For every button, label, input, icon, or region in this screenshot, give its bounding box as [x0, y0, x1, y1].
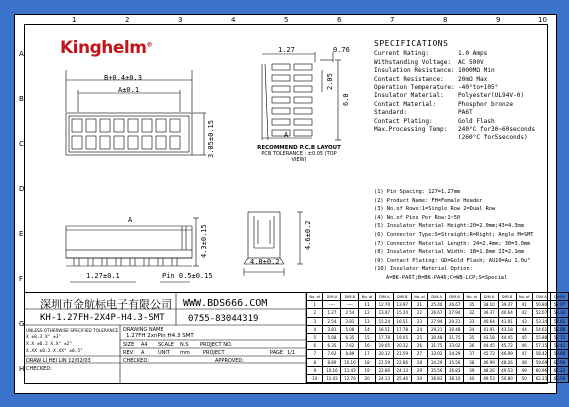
table-cell: 11	[359, 301, 375, 309]
drawing-name: 1.27FH 2xnPin H4.3 SMT	[126, 333, 194, 339]
table-cell: 20.32	[375, 350, 393, 358]
table-cell: 8.89	[341, 350, 359, 358]
table-cell: 18	[359, 358, 375, 366]
table-cell: 42	[516, 309, 532, 317]
table-cell: 21	[411, 301, 427, 309]
table-cell: 15.24	[393, 309, 411, 317]
table-cell: 21.59	[393, 350, 411, 358]
row-label: F	[19, 275, 24, 283]
table-cell: 44	[516, 325, 532, 333]
table-cell: No. of	[359, 293, 375, 301]
table-cell: 34.29	[446, 350, 464, 358]
rev-label: REV	[123, 350, 134, 356]
table-cell: 59.69	[532, 358, 550, 366]
table-cell: 35.56	[428, 366, 446, 374]
table-cell: 26.67	[446, 301, 464, 309]
table-cell: 15.24	[375, 317, 393, 325]
table-cell: 44.45	[480, 342, 498, 350]
pcb-layout-drawing	[262, 52, 341, 140]
table-cell: 45	[516, 333, 532, 341]
table-cell: 27	[411, 350, 427, 358]
dim-pin-width: Pin 0.5±0.15	[162, 272, 213, 280]
tolerance-line: X ±0.3 X° ±3°	[26, 335, 62, 340]
table-cell: 17.78	[375, 333, 393, 341]
checked-label: CHECKED:	[26, 366, 52, 372]
table-cell: 60.96	[532, 366, 550, 374]
table-cell: 58.42	[532, 350, 550, 358]
note-line: A=BK-PA6T;B=BK-PA46;C=WB-LCP;S=Special	[386, 274, 508, 281]
table-cell: 13.97	[375, 309, 393, 317]
table-cell: 46.99	[498, 350, 516, 358]
table-cell: 38.10	[446, 374, 464, 382]
spec-row: Withstanding Voltage: AC 500V	[374, 58, 484, 66]
col-label: 5	[284, 16, 289, 24]
table-cell: 52.07	[550, 301, 568, 309]
tolerance-line: X.X ±0.2 X.X° ±2°	[26, 342, 73, 347]
table-cell: 22	[411, 309, 427, 317]
col-label: 2	[125, 16, 130, 24]
company-phone: 0755-83044319	[188, 314, 259, 324]
table-cell: 40.64	[480, 317, 498, 325]
table-cell: ----	[323, 301, 341, 309]
table-cell: 21.59	[375, 358, 393, 366]
table-cell: 12	[359, 309, 375, 317]
dim-pitch-127: 1.27	[278, 46, 295, 54]
table-cell: 35	[464, 333, 480, 341]
note-line: (7) Connector Material Length: 24=2.4mm; 30=3.0mm	[374, 240, 531, 247]
table-cell: 29.21	[446, 317, 464, 325]
table-cell: 48.26	[498, 358, 516, 366]
table-cell: 1	[307, 301, 323, 309]
table-cell: 30.48	[446, 325, 464, 333]
table-cell: DIM.A	[375, 293, 393, 301]
table-cell: 11.43	[341, 366, 359, 374]
table-row	[307, 366, 569, 374]
spec-row: Contact Material: Phosphor bronze	[374, 100, 514, 108]
table-cell: 22.86	[375, 366, 393, 374]
table-cell: DIM.B	[341, 293, 359, 301]
table-cell: 41.91	[498, 317, 516, 325]
tolerance-line: UNLESS OTHERWISE SPECIFIED TOLERANCE	[26, 328, 119, 333]
table-cell: 28	[411, 358, 427, 366]
row-label: H	[19, 365, 25, 373]
table-cell: 5.08	[341, 325, 359, 333]
dim-pitch-127-tol: 1.27±0.1	[86, 272, 120, 280]
project-no-label: PROJECT NO.	[200, 342, 233, 348]
table-cell: 39.37	[480, 309, 498, 317]
table-row	[307, 358, 569, 366]
table-cell: 15	[359, 333, 375, 341]
table-cell: 11.43	[323, 374, 341, 382]
dim-b-formula: B+0.4±0.3	[104, 74, 142, 82]
table-cell: 53.34	[532, 317, 550, 325]
table-cell: 38.10	[480, 301, 498, 309]
table-cell: 6.35	[323, 342, 341, 350]
row-label: C	[19, 140, 24, 148]
table-cell: 25.40	[428, 301, 446, 309]
pcb-layout-title: RECOMMEND P.C.B LAYOUT	[257, 145, 341, 151]
table-cell: 24	[411, 325, 427, 333]
table-cell: 7	[307, 350, 323, 358]
table-row	[307, 309, 569, 317]
rev-value: A	[141, 350, 145, 356]
col-label: 6	[337, 16, 342, 24]
logo-text: Kinghelm	[60, 38, 147, 58]
company-website: WWW.BDS666.COM	[183, 298, 268, 309]
table-cell: 27.94	[446, 309, 464, 317]
top-view-drawing	[66, 70, 206, 155]
table-cell: 38	[464, 358, 480, 366]
col-label: 7	[390, 16, 395, 24]
table-row	[307, 325, 569, 333]
note-line: (9) Contact Plating: GD=Gold Flash; AU10=Au 1.0u"	[374, 257, 531, 264]
approved-label: APPROVED:	[215, 358, 244, 364]
table-cell: 5.08	[323, 333, 341, 341]
project-label: PROJECT	[203, 350, 225, 356]
table-cell: No. of	[307, 293, 323, 301]
table-cell: 12.70	[375, 301, 393, 309]
table-cell: 29.21	[428, 325, 446, 333]
table-cell: 36.83	[428, 374, 446, 382]
table-cell: 33	[464, 317, 480, 325]
note-line: (10) Insulator Material Option:	[374, 266, 473, 273]
page-value: 1/1	[287, 350, 296, 356]
dim-width-48: 4.8±0.2	[250, 258, 280, 266]
row-label: B	[19, 95, 24, 103]
pcb-layout-caption	[254, 145, 344, 163]
logo-registered-mark: ®	[146, 41, 152, 49]
part-number-notes	[374, 188, 533, 283]
row-label: E	[19, 230, 24, 238]
col-label: 8	[443, 16, 448, 24]
table-cell: 35	[464, 301, 480, 309]
spec-row: (260°C for5seconds)	[458, 134, 528, 142]
table-cell: 34.29	[428, 358, 446, 366]
table-cell: No. of	[411, 293, 427, 301]
company-name: 深圳市金航标电子有限公司	[40, 298, 172, 311]
spec-row: Contact Resistance: 20mΩ Max	[374, 75, 488, 83]
table-cell: 50	[516, 374, 532, 382]
spec-row: Contact Plating: Gold Flash	[374, 117, 495, 125]
table-cell: 41.91	[480, 325, 498, 333]
table-cell: 44.45	[498, 333, 516, 341]
table-cell: 54.61	[532, 325, 550, 333]
table-cell: 45.72	[480, 350, 498, 358]
spec-row: Max.Processing Temp: 240°C for30~60seconds	[374, 126, 536, 134]
table-cell: 33.02	[428, 350, 446, 358]
table-cell: 10	[307, 374, 323, 382]
table-cell: No. of	[464, 293, 480, 301]
spec-row: Standard: PA6T	[374, 109, 473, 117]
table-cell: 16	[359, 342, 375, 350]
drawing-name-label: DRAWING NAME	[123, 327, 164, 333]
table-cell: 62.23	[550, 366, 568, 374]
note-line: (2) Product Name: FH=Female Header	[374, 197, 483, 204]
table-cell: DIM.B	[446, 293, 464, 301]
table-cell: 3.81	[323, 325, 341, 333]
table-cell: 53.34	[550, 309, 568, 317]
col-label: 3	[178, 16, 183, 24]
table-cell: 2.54	[341, 309, 359, 317]
table-cell: ----	[341, 301, 359, 309]
table-cell: 40	[464, 374, 480, 382]
table-cell: 45.72	[498, 342, 516, 350]
part-number: KH-1.27FH-2X4P-H4.3-SMT	[40, 313, 165, 323]
table-cell: 33.02	[446, 342, 464, 350]
table-cell: DIM.B	[550, 293, 568, 301]
table-cell: 20.32	[393, 342, 411, 350]
draw-info: DRAW LI HEI LIN 12/02/03	[26, 358, 91, 364]
note-line: (6) Connector Type:S=Straight;R=Right; Angle M=SMT	[374, 231, 534, 238]
table-cell: 12.70	[341, 374, 359, 382]
col-label: 1	[72, 16, 77, 24]
table-cell: 34	[464, 325, 480, 333]
table-cell: 1.27	[323, 309, 341, 317]
table-cell: 30	[411, 374, 427, 382]
table-cell: 26	[411, 342, 427, 350]
table-cell: 47	[516, 350, 532, 358]
pcb-layout-subtitle: PCB TOLERANCE : ±0.05 (TOP VIEW)	[261, 151, 337, 163]
table-cell: 7.62	[323, 350, 341, 358]
table-row	[307, 350, 569, 358]
table-cell: 22.86	[393, 358, 411, 366]
table-cell: 25	[411, 333, 427, 341]
dimension-table	[306, 292, 569, 383]
dim-height-43: 4.3±0.15	[200, 224, 208, 258]
table-cell: 40.64	[498, 309, 516, 317]
table-cell: 49.53	[480, 374, 498, 382]
table-cell: 55.88	[532, 333, 550, 341]
table-cell: 17	[359, 350, 375, 358]
note-line: (5) Insulator Material Height:20=2.0mm;43=4.3mm	[374, 223, 524, 230]
row-label: A	[19, 50, 24, 58]
table-cell: 25.40	[393, 374, 411, 382]
table-cell: 14	[359, 325, 375, 333]
spec-row: Operation Temperature: -40°to+105°	[374, 84, 499, 92]
table-cell: 26.67	[428, 309, 446, 317]
table-cell: 24.13	[393, 366, 411, 374]
table-cell: 20	[359, 374, 375, 382]
table-cell: 3.81	[341, 317, 359, 325]
table-cell: 10.16	[341, 358, 359, 366]
table-cell: 43.18	[480, 333, 498, 341]
table-cell: 57.15	[550, 333, 568, 341]
table-cell: 60.96	[550, 358, 568, 366]
tolerance-line: X.XX ±0.1 X.XX° ±0.5°	[26, 349, 83, 354]
dim-a-pcb: A	[284, 131, 289, 139]
table-cell: 30.48	[428, 333, 446, 341]
note-line: (3) No.of Rows:1=Single Row 2=Dual Row	[374, 206, 496, 213]
table-cell: 10.16	[323, 366, 341, 374]
dim-height-46: 4.6±0.2	[304, 220, 312, 250]
col-label: 9	[496, 16, 501, 24]
table-cell: 31.75	[428, 342, 446, 350]
dim-205: 2.05	[326, 73, 334, 90]
spec-row: Insulation Resistance: 1000MΩ Min	[374, 67, 495, 75]
table-cell: 16.51	[375, 325, 393, 333]
table-cell: 55.88	[550, 325, 568, 333]
table-cell: 3	[307, 317, 323, 325]
table-cell: DIM.A	[428, 293, 446, 301]
checked-label-2: CHECKED:	[123, 358, 149, 364]
table-cell: 63.50	[550, 374, 568, 382]
dim-60: 6.0	[342, 93, 350, 106]
table-cell: 29	[411, 366, 427, 374]
table-cell: 35.56	[446, 358, 464, 366]
table-cell: 2	[307, 309, 323, 317]
table-cell: 48.26	[480, 366, 498, 374]
table-cell: 4	[307, 325, 323, 333]
table-cell: DIM.B	[498, 293, 516, 301]
table-cell: 5	[307, 333, 323, 341]
table-cell: 46.99	[480, 358, 498, 366]
table-cell: 8.89	[323, 358, 341, 366]
spec-row: Current Rating: 1.0 Amps	[374, 50, 488, 58]
table-cell: 19.05	[375, 342, 393, 350]
table-cell: 54.61	[550, 317, 568, 325]
row-label: G	[19, 320, 25, 328]
col-label: 4	[231, 16, 236, 24]
table-cell: 46	[516, 342, 532, 350]
scale-value: N.S	[180, 342, 189, 348]
table-cell: 62.23	[532, 374, 550, 382]
specifications-block	[374, 40, 535, 143]
table-cell: 39.37	[498, 301, 516, 309]
table-cell: 36	[464, 342, 480, 350]
table-cell: 48	[516, 358, 532, 366]
table-cell: 2.54	[323, 317, 341, 325]
table-row	[307, 333, 569, 341]
note-line: (1) Pin Spacing: 127=1.27mm	[374, 189, 461, 195]
row-label: D	[19, 185, 25, 193]
table-cell: 27.94	[428, 317, 446, 325]
table-cell: DIM.A	[323, 293, 341, 301]
table-cell: 41	[516, 301, 532, 309]
table-cell: 52.07	[532, 309, 550, 317]
dim-a-formula: A±0.1	[118, 86, 140, 94]
col-label: 10	[538, 16, 547, 24]
specifications-title: SPECIFICATIONS	[374, 39, 449, 48]
table-cell: No. of	[516, 293, 532, 301]
table-cell: 57.15	[532, 342, 550, 350]
table-cell: DIM.B	[393, 293, 411, 301]
note-line: (4) No.of Pins Per Row:1~50	[374, 214, 461, 221]
table-cell: 49.53	[498, 366, 516, 374]
table-cell: 50.80	[498, 374, 516, 382]
dim-a-front: A	[128, 216, 133, 224]
table-cell: 31.75	[446, 333, 464, 341]
table-cell: DIM.A	[532, 293, 550, 301]
unit-value: mm	[180, 350, 190, 356]
table-cell: 13.97	[393, 301, 411, 309]
side-view-drawing	[244, 212, 303, 276]
table-row	[307, 374, 569, 382]
dim-076: 0.76	[333, 46, 350, 54]
page-label: PAGE	[270, 350, 284, 356]
table-cell: 43	[516, 317, 532, 325]
scale-label: SCALE	[158, 342, 175, 348]
table-cell: 6	[307, 342, 323, 350]
table-cell: 16.51	[393, 317, 411, 325]
unit-label: UNIT	[158, 350, 170, 356]
table-cell: 43.18	[498, 325, 516, 333]
table-cell: 7.62	[341, 342, 359, 350]
table-cell: 19	[359, 366, 375, 374]
table-cell: 58.42	[550, 342, 568, 350]
table-cell: 8	[307, 358, 323, 366]
spec-row: Insulator Material: Polyester(UL94V-0)	[374, 92, 525, 100]
note-line: (8) Insulator Material Width: 1B=1.8mm 2I=2.1mm	[374, 249, 524, 256]
table-cell: 23	[411, 317, 427, 325]
table-cell: DIM.A	[480, 293, 498, 301]
table-header-row	[307, 293, 569, 301]
table-cell: 17.78	[393, 325, 411, 333]
table-cell: 49	[516, 366, 532, 374]
table-cell: 36.83	[446, 366, 464, 374]
table-cell: 50.80	[532, 301, 550, 309]
table-cell: 19.05	[393, 333, 411, 341]
table-cell: 37	[464, 350, 480, 358]
table-cell: 32	[464, 309, 480, 317]
table-row	[307, 301, 569, 309]
dim-height-305: 3.05±0.15	[207, 120, 215, 158]
table-cell: 24.13	[375, 374, 393, 382]
table-cell: 13	[359, 317, 375, 325]
table-cell: 59.69	[550, 350, 568, 358]
table-cell: 9	[307, 366, 323, 374]
size-value: A4	[141, 342, 148, 348]
table-cell: 6.35	[341, 333, 359, 341]
table-row	[307, 342, 569, 350]
table-row	[307, 317, 569, 325]
table-cell: 39	[464, 366, 480, 374]
size-label: SIZE	[123, 342, 135, 348]
